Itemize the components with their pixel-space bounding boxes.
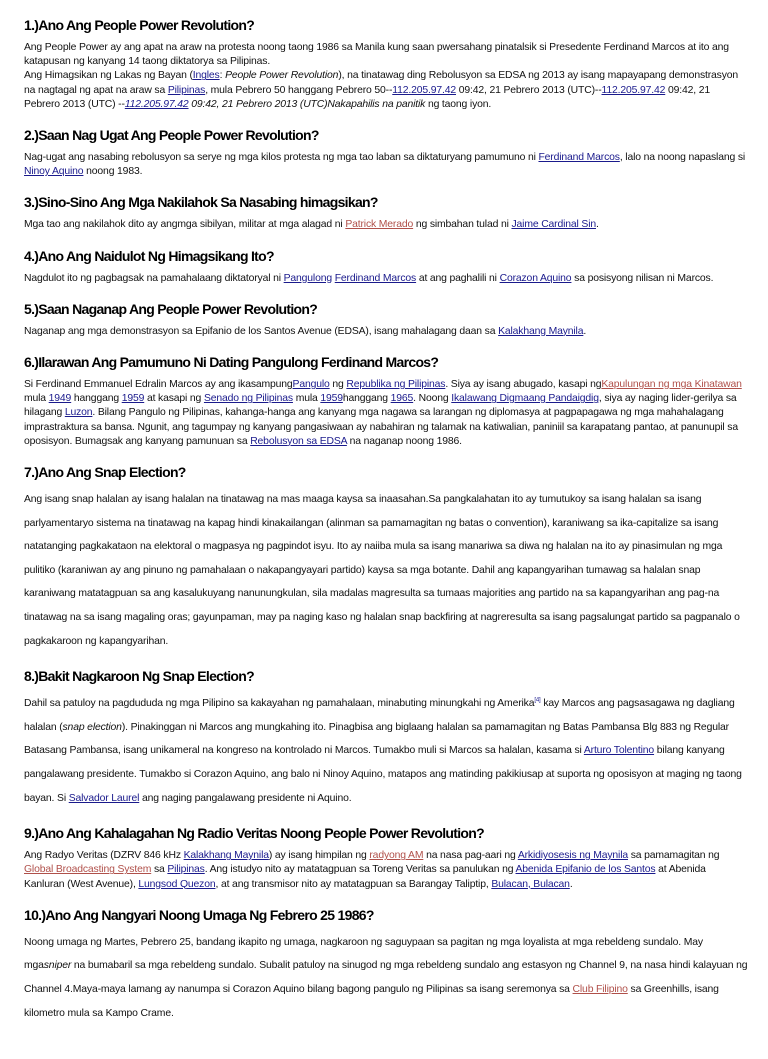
text-run: . Noong xyxy=(413,393,452,405)
hyperlink[interactable]: 112.205.97.42 xyxy=(392,84,456,96)
hyperlink[interactable]: Luzon xyxy=(64,407,93,419)
hyperlink[interactable]: Ingles xyxy=(192,70,220,82)
text-run: ), na tinatawag ding Rebolusyon sa EDSA ng 2013 ay isang mapayapang demonstrasyon na nagtagal ng apat na araw sa xyxy=(24,70,739,96)
paragraph xyxy=(24,69,748,112)
section-heading: 4.)Ano Ang Naidulot Ng Himagsikang Ito? xyxy=(24,247,274,264)
hyperlink[interactable]: 1959 xyxy=(121,393,145,405)
section-2 xyxy=(24,126,748,179)
hyperlink[interactable]: Kalakhang Maynila xyxy=(183,850,269,862)
section-heading: 2.)Saan Nag Ugat Ang People Power Revolution? xyxy=(24,127,319,144)
text-run: sa xyxy=(151,864,168,876)
hyperlink[interactable]: Lungsod Quezon xyxy=(138,878,216,890)
text-run: Ang isang snap halalan ay isang halalan na tinatawag na mas maaga kaysa sa inaasahan.Sa pangkalahatan ito ay tumutukoy sa isang halalan sa isang parlyamentaryo sistema na tinatawag na kapag hindi kinakailangan (alinman sa pamamagitan ng batas o convention), karaniwang sa ika-capitalize sa isang natatanging pagkakataon na elektoral o magpasya ng pagpindot isyu. Ito ay naiiba mula sa isang manariwa sa diwa ng halalan na ito ay pinasimulan ng mga pulitiko (karaniwan ay ang pinuno ng pamahalaan o nakapangyayari partido) kaysa sa mga botante. Dahil ang kapangyarihan tumawag sa halalan snap karaniwang matatagpuan sa ang kasalukuyang nanunungkulan, sila madalas magresulta sa tumaas majorities ang partido na sa kapangyarihan ang pag-na tinatawag na sa isang magaling oras; gayunpaman, may pa naging kaso ng halalan snap backfiring at nagreresulta sa isang pagsalungat partido sa pagpanalo o pagkakaroon ng kapangyarihan. xyxy=(24,494,740,647)
text-run: Nag-ugat ang nasabing rebolusyon sa serye ng mga kilos protesta ng mga tao laban sa diktaturyang pamumuno ni xyxy=(24,152,539,164)
text-run: at kasapi ng xyxy=(144,393,204,405)
hyperlink[interactable]: Ferdinand Marcos xyxy=(334,272,417,284)
section-6 xyxy=(24,353,748,449)
paragraph xyxy=(24,849,748,892)
hyperlink[interactable]: Pangulong xyxy=(283,272,332,284)
text-run: 09:42, 21 Pebrero 2013 (UTC)-- xyxy=(456,84,602,96)
section-5 xyxy=(24,300,748,339)
text-run: kay Marcos ang pagsasagawa ng dagliang halalan ( xyxy=(24,698,735,733)
hyperlink[interactable]: 1959 xyxy=(320,393,343,405)
text-run: ang naging pangalawang presidente ni Aquino. xyxy=(139,792,352,804)
text-run: , at ang transmisor nito ay matatagpuan sa Barangay Taliptip, xyxy=(215,878,492,890)
hyperlink[interactable]: Salvador Laurel xyxy=(68,792,140,804)
hyperlink[interactable]: Senado ng Pilipinas xyxy=(203,393,293,405)
hyperlink[interactable]: Abenida Epifanio de los Santos xyxy=(515,864,656,876)
paragraph xyxy=(24,931,748,1025)
section-heading: 10.)Ano Ang Nangyari Noong Umaga Ng Febrero 25 1986? xyxy=(24,906,374,923)
section-heading: 3.)Sino-Sino Ang Mga Nakilahok Sa Nasabing himagsikan? xyxy=(24,194,378,211)
paragraph xyxy=(24,325,748,339)
text-run: Naganap ang mga demonstrasyon sa Epifanio de los Santos Avenue (EDSA), isang mahalagang daan sa xyxy=(24,325,499,337)
hyperlink[interactable]: Rebolusyon sa EDSA xyxy=(250,435,347,447)
text-run: , siya ay naging lider-gerilya sa hilagang xyxy=(24,393,737,419)
text-run: na naganap noong 1986. xyxy=(346,435,462,447)
text-run: People Power Revolution xyxy=(225,70,339,82)
paragraph xyxy=(24,692,748,810)
text-run: . Siya ay isang abugado, kasapi ng xyxy=(445,379,602,391)
text-run: sniper xyxy=(43,960,72,972)
hyperlink[interactable]: Ikalawang Digmaang Pandaigdig xyxy=(451,393,599,405)
text-run: mula xyxy=(24,393,49,405)
hyperlink[interactable]: 1965 xyxy=(390,393,414,405)
text-run: ) ay isang himpilan ng xyxy=(268,850,370,862)
text-run: sa posisyong nilisan ni Marcos. xyxy=(571,272,714,284)
hyperlink[interactable]: Pilipinas xyxy=(167,84,206,96)
section-3 xyxy=(24,193,748,232)
text-run: . xyxy=(583,325,587,337)
section-8 xyxy=(24,667,748,810)
text-run: sa pamamagitan ng xyxy=(627,850,720,862)
text-run: at ang paghalili ni xyxy=(416,272,500,284)
paragraph xyxy=(24,41,748,69)
text-run: Dahil sa patuloy na pagdududa ng mga Pilipino sa kakayahan ng pamahalaan, minabuting minungkahi ng Amerika xyxy=(24,698,535,710)
paragraph xyxy=(24,488,748,653)
hyperlink[interactable]: Ferdinand Marcos xyxy=(538,152,620,164)
hyperlink[interactable]: Ninoy Aquino xyxy=(24,166,84,178)
paragraph xyxy=(24,151,748,179)
section-7 xyxy=(24,463,748,653)
section-9 xyxy=(24,824,748,892)
footnote-reference[interactable]: [4] xyxy=(534,697,541,704)
hyperlink[interactable]: Kapulungan ng mga Kinatawan xyxy=(601,379,742,391)
hyperlink[interactable]: 1949 xyxy=(48,393,72,405)
text-run: mula xyxy=(292,393,321,405)
text-run: bilang kanyang pangalawang presidente. Tumakbo si Corazon Aquino, ang balo ni Ninoy Aquino, matapos ang matinding pakikiusap at suporta ng oposisyon at maging ng taong bayan. Si xyxy=(24,745,742,804)
text-run: , mula Pebrero 50 hanggang Pebrero 50-- xyxy=(205,84,393,96)
section-heading: 9.)Ano Ang Kahalagahan Ng Radio Veritas Noong People Power Revolution? xyxy=(24,825,484,842)
text-run: ng xyxy=(329,379,347,391)
hyperlink[interactable]: Kalakhang Maynila xyxy=(498,325,584,337)
hyperlink[interactable]: Arturo Tolentino xyxy=(583,745,655,757)
section-1 xyxy=(24,16,748,112)
text-run: ng taong iyon. xyxy=(425,98,492,110)
text-run: snap election xyxy=(62,721,122,733)
paragraph xyxy=(24,378,748,449)
hyperlink[interactable]: Jaime Cardinal Sin xyxy=(511,219,596,231)
section-heading: 1.)Ano Ang People Power Revolution? xyxy=(24,17,255,33)
section-10 xyxy=(24,906,748,1025)
section-4 xyxy=(24,247,748,286)
text-run: 09:42, 21 Pebrero 2013 (UTC)Nakapahilis na panitik xyxy=(188,98,426,110)
text-run: Si Ferdinand Emmanuel Edralin Marcos ay ang ikasampung xyxy=(24,379,293,391)
hyperlink[interactable]: Pangulo xyxy=(292,379,330,391)
paragraph xyxy=(24,272,748,286)
text-run: . Ang istudyo nito ay matatagpuan sa Toreng Veritas sa panulukan ng xyxy=(204,864,516,876)
text-run: ng simbahan tulad ni xyxy=(413,219,512,231)
text-run: ). Pinakinggan ni Marcos ang mungkahing ito. Pinagbisa ang biglaang halalan sa pamamagitan ng Batas Pambansa Blg 883 ng Regular Batasang Pambansa, isang unikameral na kongreso na kontrolado ni Marcos. Tumakbo muli si Marcos sa halalan, kasama si xyxy=(24,721,729,757)
hyperlink[interactable]: Republika ng Pilipinas xyxy=(346,379,446,391)
text-run: hanggang xyxy=(71,393,122,405)
text-run: Nagdulot ito ng pagbagsak na pamahalaang diktatoryal ni xyxy=(24,272,284,284)
hyperlink[interactable]: Arkidiyosesis ng Maynila xyxy=(517,850,628,862)
hyperlink[interactable]: Pilipinas xyxy=(167,864,205,876)
section-heading: 7.)Ano Ang Snap Election? xyxy=(24,464,186,481)
text-run: 09:42, 21 Pebrero 2013 (UTC) -- xyxy=(24,84,710,110)
section-heading: 8.)Bakit Nagkaroon Ng Snap Election? xyxy=(24,668,254,685)
hyperlink[interactable]: 112.205.97.42 xyxy=(124,98,189,110)
text-run: noong 1983. xyxy=(83,166,143,178)
hyperlink[interactable]: radyong AM xyxy=(369,850,424,862)
hyperlink[interactable]: Club Filipino xyxy=(572,983,628,995)
text-run: sa Greenhills, isang kilometro mula sa Kampo Crame. xyxy=(24,983,719,1019)
hyperlink[interactable]: 112.205.97.42 xyxy=(601,84,666,96)
text-run: Mga tao ang nakilahok dito ay angmga sibilyan, militar at mga alagad ni xyxy=(24,219,346,231)
text-run: , lalo na noong napaslang si xyxy=(619,152,746,164)
hyperlink[interactable]: Patrick Merado xyxy=(345,219,414,231)
text-run: : xyxy=(219,70,226,82)
text-run: . xyxy=(596,219,599,231)
hyperlink[interactable]: Global Broadcasting System xyxy=(24,864,152,876)
text-run: na nasa pag-aari ng xyxy=(423,850,518,862)
text-run: Ang Radyo Veritas (DZRV 846 kHz xyxy=(24,850,184,862)
text-run: . xyxy=(569,878,573,890)
text-run: na bumabaril sa mga rebeldeng sundalo. Subalit patuloy na sinugod ng mga rebeldeng sundalo ang estasyon ng Channel 9, na nasa hindi kalayuan ng Channel 4.Maya-maya lamang ay nanumpa si Corazon Aquino bilang bagong pangulo ng Pilipinas sa isang seremonya sa xyxy=(24,960,748,995)
text-run: Ang Himagsikan ng Lakas ng Bayan ( xyxy=(24,70,193,82)
section-heading: 5.)Saan Naganap Ang People Power Revolution? xyxy=(24,300,318,317)
text-run: . Bilang Pangulo ng Pilipinas, kahanga-hanga ang kanyang mga nagawa sa larangan ng diplomasya at pagpapagawa ng mga mahahalagang imprastraktura sa bansa. Ngunit, ang tagumpay ng kanyang pangasiwaan ay nabahiran ng talamak na katiwalian, paniniil sa karapatang pantao, at panunupil sa oposisyon. Bumagsak ang kanyang pamunuan sa xyxy=(24,407,738,447)
text-run: hanggang xyxy=(342,393,391,405)
hyperlink[interactable]: Bulacan, Bulacan xyxy=(491,878,570,890)
text-run: Ang People Power ay ang apat na araw na protesta noong taong 1986 sa Manila kung saan pwersahang pinatalsik si Presedente Ferdinand Marcos at ito ang katapusan ng kanyang 14 taong diktatorya sa Pilipinas. xyxy=(24,42,729,68)
text-run: at Abenida Kanluran (West Avenue), xyxy=(24,864,706,890)
section-heading: 6.)Ilarawan Ang Pamumuno Ni Dating Pangulong Ferdinand Marcos? xyxy=(24,354,439,371)
paragraph xyxy=(24,218,748,232)
hyperlink[interactable]: Corazon Aquino xyxy=(499,272,572,284)
text-run: Noong umaga ng Martes, Pebrero 25, bandang ikapito ng umaga, nagkaroon ng saguypaan sa pagitan ng mga loyalista at mga rebeldeng sundalo. May mga xyxy=(24,936,703,972)
